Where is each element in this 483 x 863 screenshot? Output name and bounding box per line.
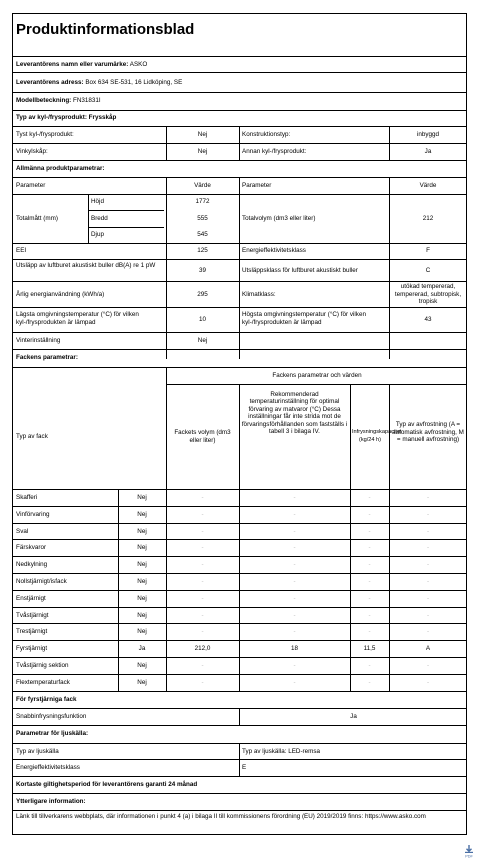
compartment-temp-cell: - [293,594,296,602]
type-heading: Typ av kyl-/frysprodukt: Frysskåp [16,114,117,121]
compartment-temp-cell: - [293,527,296,535]
table-row-divider [13,657,466,658]
compartment-freeze-cell: - [368,678,371,686]
compartment-defrost-cell: - [426,527,430,535]
compartment-volume-cell: - [201,561,204,569]
compartment-defrost-cell: - [426,561,430,569]
compartment-volume-cell: - [201,578,204,585]
compartment-volume-cell: - [201,678,204,686]
compartment-temp-cell: - [293,611,296,619]
compartment-present-cell: Nej [137,544,147,552]
compartment-freeze-cell: - [368,628,371,636]
compartment-name-cell: Tvåstjärnig sektion [16,662,69,669]
compartment-name-cell: Sval [16,527,29,535]
compartment-name-cell: Skafferi [16,494,38,501]
min-temp-label: Lägsta omgivningstemperatur (°C) för vilken kyl-/frysprodukten är lämpad [16,311,139,326]
divider [13,72,466,73]
light-heading: Parametrar för ljuskälla: [16,730,89,737]
light-class-label: Energieffektivitetsklass [16,764,80,771]
compartments-heading: Fackens parametrar: [16,354,78,361]
compartment-defrost-cell: - [426,594,430,602]
model-id: Modellbeteckning: FN31831I [16,97,101,104]
info-heading: Ytterligare information: [16,798,86,805]
compartment-temp-cell: - [293,510,296,518]
compartment-defrost-cell: - [426,628,430,636]
supplier-name: Leverantörens namn eller varumärke: ASKO [16,61,148,68]
compartment-name-cell: Trestjärnigt [16,628,48,636]
silent-label: Tyst kyl-/frysprodukt: [16,131,74,138]
light-type-label: Typ av ljuskälla [16,748,59,755]
compartment-present-cell: Nej [137,678,147,686]
max-temp-value: 43 [424,316,432,323]
compartment-present-cell: Nej [137,510,147,518]
winter-label: Vinterinställning [16,337,61,344]
compartment-freeze-cell: - [368,527,371,535]
annual-value: 295 [197,291,208,298]
compartment-present-cell: Nej [137,611,147,619]
width-value: 555 [197,215,208,222]
divider [13,92,466,93]
wine-value: Nej [197,148,208,155]
construction-label: Konstruktionstyp: [242,131,291,138]
compartment-name-cell: Vinförvaring [16,510,50,518]
pdf-download-button[interactable] [462,844,476,858]
compartment-freeze-cell: - [368,594,371,602]
volume-label: Totalvolym (dm3 eller liter) [242,215,316,222]
table-row-divider [13,607,466,608]
compartment-temp-cell: - [293,578,296,585]
compartment-freeze-cell: - [368,578,371,585]
compartment-present-cell: Nej [137,527,147,535]
compartment-freeze-cell: - [368,544,371,552]
climate-value: utökad tempererad, tempererad, subtropisk, tropisk [394,283,462,306]
warranty: Kortaste giltighetsperiod för leverantörens garanti 24 månad [16,781,198,788]
compartment-name-cell: Nedkylning [16,561,48,569]
table-row-divider [13,590,466,591]
defrost-column-header: Typ av avfrostning (A = automatisk avfrostning, M = manuell avfrostning) [392,421,464,444]
compartments-table [13,367,466,691]
compartment-temp-cell: 18 [290,645,298,653]
supplier-address: Leverantörens adress: Box 634 SE-531, 16 Lidköping, SE [16,79,183,86]
divider [13,725,466,726]
divider [13,810,466,811]
dims-label: Totalmått (mm) [16,215,58,222]
value-header: Värde [419,182,437,189]
compartment-present-cell: Nej [137,494,147,501]
height-value: 1772 [195,198,210,205]
compartment-name-cell: Tvåstjärnigt [16,611,49,619]
light-type-value: Typ av ljuskälla: LED-remsa [242,748,321,755]
noise-class-value: C [425,267,431,274]
value-header: Värde [194,182,211,189]
max-temp-label: Högsta omgivningstemperatur (°C) för vilken kyl-/frysprodukten är lämpad [242,311,366,326]
compartment-present-cell: Nej [137,662,147,669]
fast-freeze-label: Snabbinfrysningsfunktion [16,713,87,720]
annual-label: Årlig energianvändning (kWh/a) [16,291,105,298]
table-row-divider [13,506,466,507]
compartment-temp-cell: - [293,494,296,501]
energy-class-value: F [426,247,430,254]
compartment-temp-cell: - [293,662,296,669]
silent-value: Nej [197,131,208,138]
depth-value: 545 [197,231,208,238]
compartment-defrost-cell: - [426,494,430,501]
eei-value: 125 [197,247,208,254]
compartment-defrost-cell: - [426,662,430,669]
fast-freeze-value: Ja [350,713,357,720]
other-value: Ja [424,148,432,155]
compartment-defrost-cell: - [426,578,430,585]
min-temp-value: 10 [198,316,206,323]
compartment-present-cell: Nej [137,594,147,602]
noise-label: Utsläpp av luftburet akustiskt buller dB(A) re 1 pW [16,262,156,269]
compartment-temp-cell: - [293,628,296,636]
fourstar-heading: För fyrstjärniga fack [16,696,77,703]
compartment-volume-cell: - [201,510,204,518]
divider [13,110,466,111]
compartment-freeze-cell: 11,5 [363,645,376,653]
noise-value: 39 [198,267,206,274]
wine-label: Vinkylskåp: [16,148,48,155]
compartment-defrost-cell: - [426,678,430,686]
compartment-name-cell: Nollstjärnigt/isfack [16,578,67,585]
construction-value: inbyggd [416,131,440,138]
compartment-volume-cell: - [201,544,204,552]
compartment-defrost-cell: - [426,544,430,552]
page-title: Produktinformationsblad [16,21,195,38]
compartment-name-cell: Enstjärnigt [16,594,46,602]
height-label: Höjd [91,198,104,205]
param-header: Parameter [16,182,46,189]
compartment-volume-cell: - [201,494,204,501]
other-label: Annan kyl-/frysprodukt: [242,148,307,155]
group-header: Fackens parametrar och värden [272,372,362,379]
compartment-volume-cell: - [201,628,204,636]
table-row-divider [13,523,466,524]
divider [13,56,466,57]
width-label: Bredd [91,215,108,222]
divider [13,160,466,161]
volume-column-header: Fackets volym (dm3 eller liter) [174,429,231,444]
volume-value: 212 [422,215,434,222]
compartment-defrost-cell: A [425,645,431,653]
compartment-present-cell: Ja [138,645,146,653]
table-row-divider [13,573,466,574]
pdf-label: PDF [465,854,473,858]
compartment-name-cell: Färskvaror [16,544,47,552]
compartment-volume-cell: - [201,662,204,669]
general-table [13,177,466,359]
compartment-defrost-cell: - [426,510,430,518]
light-class-value: E [242,764,247,771]
compartment-temp-cell: - [293,561,296,569]
compartment-name-cell: Fyrstjärnigt [16,645,48,653]
table-row-divider [13,539,466,540]
eei-label: EEI [16,247,27,254]
type-table [13,126,466,160]
compartment-freeze-cell: - [368,561,371,569]
divider [13,691,466,692]
compartment-temp-cell: - [293,678,296,686]
general-heading: Allmänna produktparametrar: [16,165,105,172]
divider [13,776,466,777]
depth-label: Djup [91,231,104,238]
product-information-sheet [12,13,467,835]
divider [13,793,466,794]
compartment-volume-cell: 212,0 [194,645,211,653]
table-row-divider [13,556,466,557]
compartment-volume-cell: - [201,527,204,535]
compartment-freeze-cell: - [368,662,371,669]
compartment-name-cell: Flextemperaturfack [16,678,70,686]
compartment-defrost-cell: - [426,611,430,619]
param-header: Parameter [242,182,272,189]
freeze-column-header: Infrysningskapacitet (kg/24 h) [352,429,402,443]
compartment-volume-cell: - [201,611,204,619]
compartment-present-cell: Nej [137,561,147,569]
divider [13,349,466,350]
type-column-header: Typ av fack [16,433,48,440]
energy-class-label: Energieffektivitetsklass [242,247,306,254]
table-row-divider [13,623,466,624]
info-text: Länk till tillverkarens webbplats, där informationen i punkt 4 (a) i bilaga II till kommissionens förordning (EU) 2019/2019 finns: https://www.asko.com [16,813,426,820]
compartment-volume-cell: - [201,594,204,602]
climate-label: Klimatklass: [242,291,276,298]
noise-class-label: Utsläppsklass för luftburet akustiskt buller [242,267,358,274]
compartment-present-cell: Nej [137,628,147,636]
table-row-divider [13,674,466,675]
compartment-temp-cell: - [293,544,296,552]
temp-column-header: Rekommenderad temperaturinställning för optimal förvaring av matvaror (°C) Dessa inställningar får inte strida mot de förvaringsförhållanden som fastställs i tabell 3 i bilaga IV. [241,391,348,436]
table-row-divider [13,640,466,641]
compartment-freeze-cell: - [368,611,371,619]
compartment-freeze-cell: - [368,494,371,501]
divider [13,759,466,760]
compartment-freeze-cell: - [368,510,371,518]
download-icon [462,844,476,858]
compartment-present-cell: Nej [137,578,147,585]
winter-value: Nej [197,337,208,344]
